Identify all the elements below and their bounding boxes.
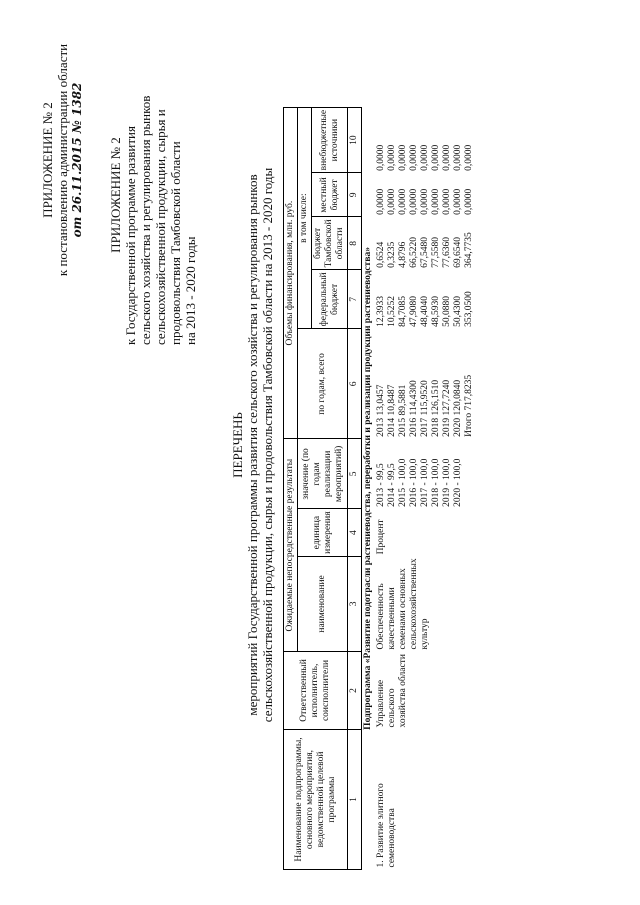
year-label: 2014 <box>387 417 397 437</box>
annex-line: продовольствия Тамбовской области <box>168 141 183 345</box>
offbudget-value: 0,0000 <box>398 144 408 171</box>
year-total: 126,1510 <box>431 379 441 416</box>
year-total: 115,9520 <box>420 380 430 416</box>
year-total: 717,8235 <box>464 374 474 411</box>
year-total-line <box>409 331 420 437</box>
year-label: 2015 <box>398 417 408 437</box>
value-by-year: 2018 - 100,0 <box>431 458 441 507</box>
handwritten-date-number: от 26.11.2015 № 1382 <box>70 82 84 238</box>
col-header-regional: бюджет Тамбовской области <box>312 217 348 270</box>
federal-value: 353,0500 <box>464 291 474 327</box>
appendix-block <box>40 15 85 305</box>
federal-value: 48,5930 <box>431 296 441 327</box>
column-number: 1 <box>348 730 362 870</box>
col-header-funding: Объемы финансирования, млн. руб. <box>284 107 298 439</box>
heading-line: сельскохозяйственной продукции, сырья и продовольствия Тамбовской области на 2013 - 2020 годы <box>260 167 275 723</box>
annex-line: к Государственной программе развития <box>123 126 138 345</box>
regional-value: 364,7735 <box>464 232 474 268</box>
local-value: 0,0000 <box>409 188 419 215</box>
col-header-including: в том числе: <box>298 107 312 329</box>
local-value: 0,0000 <box>387 188 397 215</box>
subprogram-row <box>362 107 376 869</box>
unit-cell: Процент <box>376 519 386 555</box>
local-value: 0,0000 <box>453 188 463 215</box>
value-by-year-cell <box>375 439 476 509</box>
regional-value: 77,6360 <box>442 237 452 268</box>
regional-value: 0,6524 <box>376 241 386 268</box>
offbudget-value: 0,0000 <box>453 144 463 171</box>
measure-name-cell <box>375 730 476 870</box>
value-by-year: 2019 - 100,0 <box>442 458 452 507</box>
annex-line: на 2013 - 2020 годы <box>183 236 198 345</box>
value-by-year: 2020 - 100,0 <box>453 458 463 507</box>
document-heading <box>230 25 275 865</box>
annex-title: ПРИЛОЖЕНИЕ № 2 <box>108 137 123 253</box>
year-label: 2016 <box>409 417 419 437</box>
col-header-indicator: наименование <box>298 556 348 651</box>
year-total-line <box>431 331 442 437</box>
offbudget-value: 0,0000 <box>387 144 397 171</box>
subprogram-title: Подпрограмма «Развитие подотрасли растениеводства, переработки и реализации продукции растениеводства» <box>363 247 373 730</box>
col-header-name: Наименование подпрограммы, основного мероприятия, ведомственной целевой программы <box>284 730 348 870</box>
appendix-title: ПРИЛОЖЕНИЕ № 2 <box>40 102 55 218</box>
year-label: 2020 <box>453 417 463 437</box>
federal-cell <box>375 270 476 329</box>
year-total: 127,7240 <box>442 379 452 416</box>
local-value: 0,0000 <box>376 188 386 215</box>
local-value: 0,0000 <box>431 188 441 215</box>
column-number: 2 <box>348 652 362 730</box>
local-cell <box>375 173 476 217</box>
year-total-line <box>420 331 431 437</box>
regional-value: 67,5480 <box>420 237 430 268</box>
federal-value: 84,7085 <box>398 296 408 327</box>
annex-line: сельскохозяйственной продукции, сырья и <box>153 109 168 345</box>
column-number: 3 <box>348 556 362 651</box>
measures-table <box>283 107 476 870</box>
column-number: 4 <box>348 509 362 556</box>
offbudget-value: 0,0000 <box>442 144 452 171</box>
year-label: Итого <box>464 412 474 437</box>
heading-line: мероприятий Государственной программы развития сельского хозяйства и регулирования рынков <box>245 174 260 716</box>
value-by-year: 2016 - 100,0 <box>409 458 419 507</box>
col-header-local: местный бюджет <box>312 173 348 217</box>
table-row <box>375 107 476 869</box>
regional-value: 4,8796 <box>398 241 408 268</box>
column-number: 7 <box>348 270 362 329</box>
appendix-decree-line: к постановлению администрации области <box>55 43 70 277</box>
year-label: 2017 <box>420 417 430 437</box>
year-label: 2013 <box>376 417 386 437</box>
year-total-line <box>453 331 464 437</box>
col-header-federal: федеральный бюджет <box>312 270 348 329</box>
year-total-line <box>442 331 453 437</box>
federal-value: 48,4040 <box>420 296 430 327</box>
year-total-line <box>464 331 475 437</box>
regional-value: 69,6540 <box>453 237 463 268</box>
value-by-year: 2014 - 99,5 <box>387 463 397 507</box>
regional-cell <box>375 217 476 270</box>
col-header-unit: единица измерения <box>298 509 348 556</box>
value-by-year: 2015 - 100,0 <box>398 458 408 507</box>
column-number-row <box>348 107 362 869</box>
year-total: 10,8487 <box>387 384 397 416</box>
year-label: 2019 <box>442 417 452 437</box>
col-header-value: значение (по годам реализации мероприятий) <box>298 439 348 509</box>
regional-value: 66,5220 <box>409 237 419 268</box>
col-header-expected: Ожидаемые непосредственные результаты <box>284 439 298 652</box>
total-by-year-cell <box>375 329 476 439</box>
year-total: 120,0840 <box>453 379 463 416</box>
annex-line: сельского хозяйства и регулирования рынков <box>138 95 153 345</box>
offbudget-value: 0,0000 <box>420 144 430 171</box>
year-total-line <box>387 331 398 437</box>
federal-value: 10,5252 <box>387 296 397 327</box>
col-header-by-year: по годам, всего <box>298 329 348 439</box>
local-value: 0,0000 <box>464 188 474 215</box>
year-total: 89,5881 <box>398 384 408 416</box>
year-total-line <box>376 331 387 437</box>
offbudget-value: 0,0000 <box>376 144 386 171</box>
regional-value: 0,3235 <box>387 241 397 268</box>
indicator-cell: Обеспеченность качественными семенами основных сельскохозяйственных культур <box>376 558 430 650</box>
offbudget-value: 0,0000 <box>464 144 474 171</box>
column-number: 8 <box>348 217 362 270</box>
column-number: 9 <box>348 173 362 217</box>
year-total: 13,0457 <box>376 384 386 416</box>
table-header-row <box>284 107 298 869</box>
value-by-year: 2013 - 99,5 <box>376 463 386 507</box>
col-header-offbudget: внебюджетные источники <box>312 107 348 173</box>
measure-name: Развитие элитного семеноводства <box>376 783 397 868</box>
offbudget-cell <box>375 107 476 173</box>
column-number: 6 <box>348 329 362 439</box>
year-total: 114,4300 <box>409 380 419 416</box>
year-label: 2018 <box>431 417 441 437</box>
local-value: 0,0000 <box>398 188 408 215</box>
federal-value: 50,4300 <box>453 296 463 327</box>
local-value: 0,0000 <box>420 188 430 215</box>
heading-title: ПЕРЕЧЕНЬ <box>230 412 245 478</box>
col-header-executor: Ответственный исполнитель, соисполнители <box>284 652 348 730</box>
executor-cell: Управление сельского хозяйства области <box>376 654 408 728</box>
offbudget-value: 0,0000 <box>431 144 441 171</box>
annex-block <box>108 45 198 345</box>
federal-value: 12,3933 <box>376 296 386 327</box>
value-by-year: 2017 - 100,0 <box>420 458 430 507</box>
column-number: 10 <box>348 107 362 173</box>
row-number: 1. <box>376 860 386 868</box>
offbudget-value: 0,0000 <box>409 144 419 171</box>
local-value: 0,0000 <box>442 188 452 215</box>
column-number: 5 <box>348 439 362 509</box>
federal-value: 50,0880 <box>442 296 452 327</box>
regional-value: 77,5580 <box>431 237 441 268</box>
federal-value: 47,9080 <box>409 296 419 327</box>
year-total-line <box>398 331 409 437</box>
